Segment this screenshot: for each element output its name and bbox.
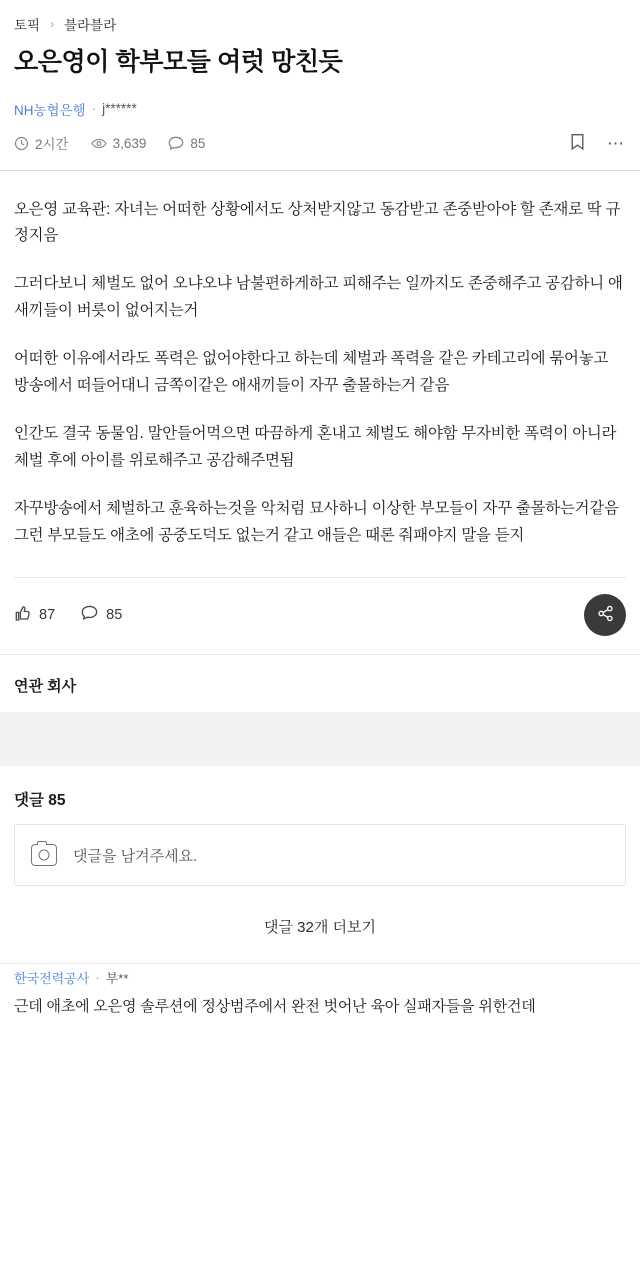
- meta-views-value: 3,639: [112, 135, 147, 151]
- comment-author: [14, 968, 626, 987]
- related-companies-placeholder: [0, 712, 640, 766]
- comment-icon: [168, 136, 184, 151]
- reaction-bar: [0, 578, 640, 654]
- author-company[interactable]: NH농협은행: [14, 102, 86, 118]
- more-comments-button[interactable]: 댓글 32개 더보기: [264, 919, 376, 937]
- like-button[interactable]: [14, 605, 55, 626]
- post-paragraph: 그러다보니 체벌도 없어 오냐오냐 남불편하게하고 피해주는 일까지도 존중해주고 공감하니 애새끼들이 버릇이 없어지는거: [14, 275, 623, 319]
- thumbs-up-icon: [14, 605, 31, 626]
- meta-comments: [168, 136, 205, 151]
- breadcrumb-root[interactable]: 토픽: [14, 18, 41, 33]
- post-body: [0, 171, 640, 550]
- comment-button[interactable]: [81, 605, 122, 625]
- comment-author-nickname: 부**: [105, 971, 129, 987]
- breadcrumb-current[interactable]: 블라블라: [64, 18, 117, 33]
- more-options-icon[interactable]: ⋯: [607, 133, 626, 153]
- comment-author-separator: ·: [95, 970, 100, 986]
- bookmark-icon[interactable]: [570, 133, 585, 154]
- comment-text: 근데 애초에 오은영 솔루션에 정상범주에서 완전 벗어난 육아 실패자들을 위한건데: [14, 998, 536, 1016]
- share-icon: [597, 605, 614, 626]
- post-paragraph: 자꾸방송에서 체벌하고 훈육하는것을 악처럼 묘사하니 이상한 부모들이 자꾸 출몰하는거같음 그런 부모들도 애초에 공중도덕도 없는거 같고 애들은 때론 줘패야지 말을 듣지: [14, 500, 619, 544]
- comment-author-company[interactable]: 한국전력공사: [14, 971, 90, 987]
- meta-comments-value: 85: [190, 135, 206, 151]
- chevron-right-icon: ›: [50, 17, 55, 31]
- related-companies-heading: 연관 회사: [14, 678, 77, 696]
- meta-views: [91, 136, 147, 151]
- meta-time-value: 2시간: [35, 137, 69, 152]
- post-paragraph: 오은영 교육관: 자녀는 어떠한 상황에서도 상처받지않고 동감받고 존중받아야 할 존재로 딱 규정지음: [14, 200, 621, 244]
- post-paragraph: 인간도 결국 동물임. 말안들어먹으면 따끔하게 혼내고 체벌도 해야함 무자비한 폭력이 아니라 체벌 후에 아이를 위로해주고 공감해주면됨: [14, 425, 617, 469]
- post-meta: [0, 119, 640, 170]
- post-author: [0, 79, 640, 119]
- meta-time: [14, 133, 69, 153]
- meta-actions: [570, 133, 626, 154]
- camera-icon[interactable]: [31, 844, 57, 866]
- comment-count: 85: [106, 607, 123, 624]
- list-item: [0, 964, 640, 1019]
- post-paragraph: 어떠한 이유에서라도 폭력은 없어야한다고 하는데 체벌과 폭력을 같은 카테고리에 묶어놓고 방송에서 떠들어대니 금쪽이같은 애새끼들이 자꾸 출몰하는거 같음: [14, 350, 609, 394]
- comments-heading: 댓글 85: [14, 792, 66, 810]
- comment-input[interactable]: [14, 824, 626, 886]
- clock-icon: [14, 136, 29, 151]
- author-nickname: j******: [102, 101, 137, 116]
- share-button[interactable]: [584, 594, 626, 636]
- breadcrumb: [0, 0, 640, 42]
- like-count: 87: [39, 607, 56, 624]
- comment-icon: [81, 605, 98, 625]
- author-separator: ·: [91, 101, 97, 116]
- comment-input-placeholder: 댓글을 남겨주세요.: [73, 847, 198, 865]
- eye-icon: [91, 136, 107, 151]
- page-title: 오은영이 학부모들 여럿 망친듯: [14, 48, 343, 76]
